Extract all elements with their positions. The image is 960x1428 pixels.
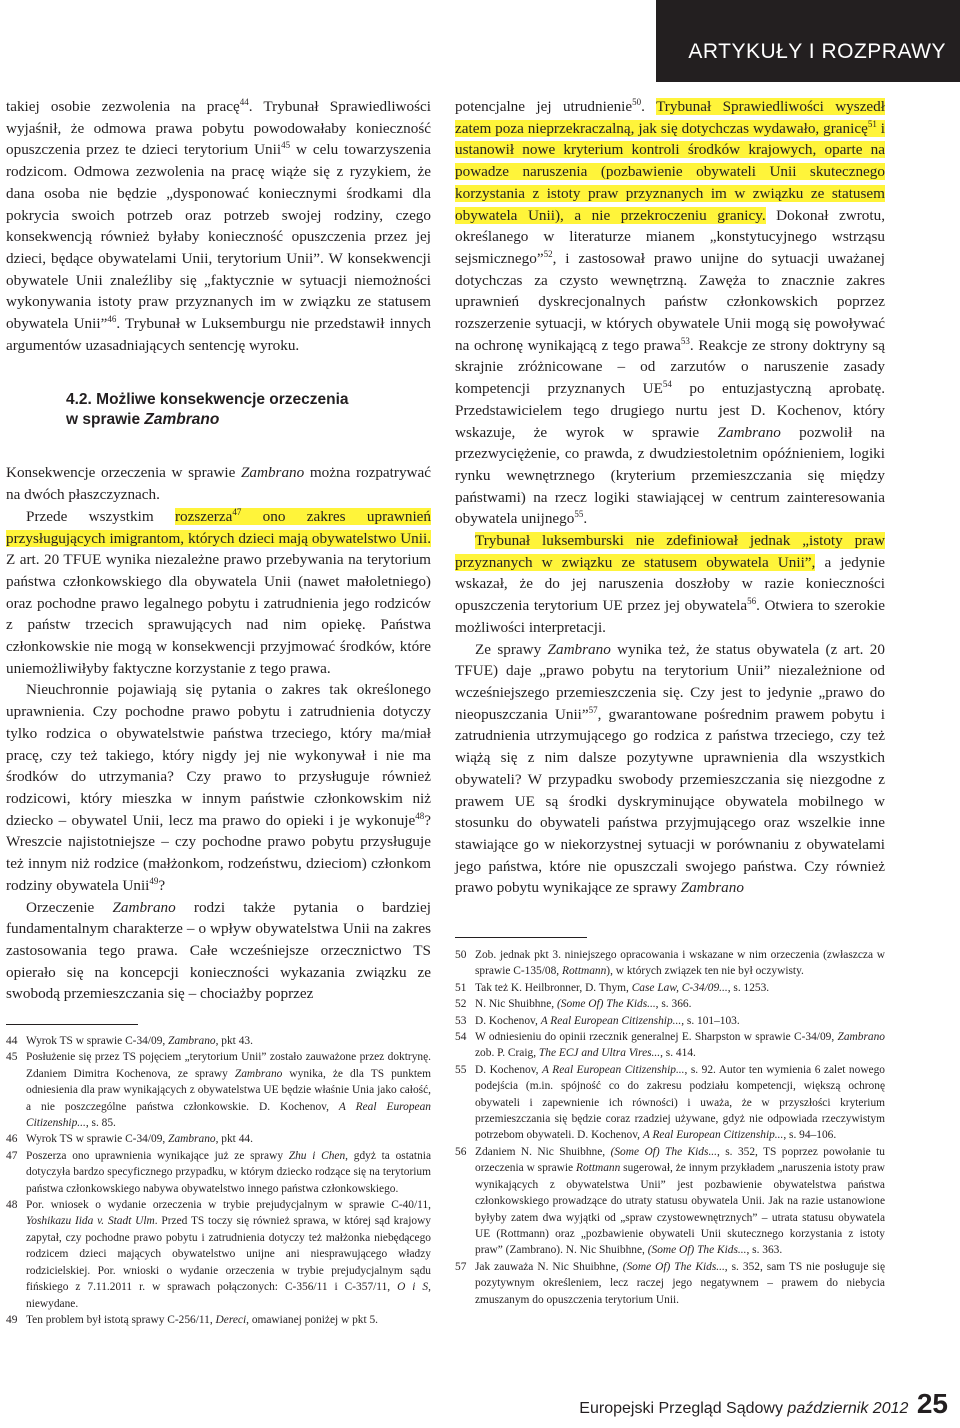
footnote: 56 Zdaniem N. Nic Shuibhne, (Some Of) The Kids..., s. 352, TS poprzez powołanie tu orzeczenia w sprawie Rottmann sugerował, że innym przykładem „naruszenia istoty praw wynikających z obywatelstwa Unii” jest pozbawienie obywatelstwa państwa członkowskiego prowadzące do utraty statusu obywatela Unii. Jak na razie ustanowione byłyby zatem dwa wyjątki od „spraw czystowewnętrznych” – utrata statusu obywatela UE (Rottmann) oraz „pozbawienie obywateli Unii skutecznego korzystania z istoty praw” (Zambrano). N. Nic Shuibhne, (Some Of) The Kids..., s. 363. bbox=[455, 1145, 885, 1257]
footnotes-right bbox=[455, 947, 885, 1308]
footnote: 49 Ten problem był istotą sprawy C-256/11, Dereci, omawianej poniżej w pkt 5. bbox=[6, 1313, 379, 1326]
highlight: Trybunał Sprawiedliwości wyszedł zatem poza nieprzekraczalną, jak się dotychczas wydawało, granicę$^{51}$ i ustanowił nowe kryterium kontroli środków krajowych, oparte na powadze naruszenia (pozbawienie obywateli Unii skutecznego korzystania z istoty praw przyznanych im w związku ze statusem obywatela Unii), a nie przekroczeniu granicy. bbox=[455, 98, 885, 224]
page-number: 25 bbox=[916, 1388, 948, 1419]
footnote: 50 Zob. jednak pkt 3. niniejszego opracowania i wskazane w nim orzeczenia (zwłaszcza w sprawie C-135/08, Rottmann), w których związek ten nie był oczywisty. bbox=[455, 949, 885, 978]
footnotes-left bbox=[6, 1033, 431, 1328]
page-footer bbox=[579, 1388, 948, 1420]
footnote-divider bbox=[455, 937, 587, 938]
right-column bbox=[455, 96, 885, 899]
highlight: rozszerza$^{47}$ ono zakres uprawnień przysługujących imigrantom, których dzieci mają obywatelstwo Unii. bbox=[6, 506, 432, 547]
footnote: 44 Wyrok TS w sprawie C-34/09, Zambrano, pkt 43. bbox=[6, 1035, 253, 1047]
paragraph: Konsekwencje orzeczenia w sprawie Zambrano można rozpatrywać na dwóch płaszczyznach. bbox=[6, 464, 431, 504]
issue-date: październik 2012 bbox=[787, 1400, 909, 1417]
paragraph: potencjalne jej utrudnienie$^{50}$. Trybunał Sprawiedliwości wyszedł zatem poza nieprzekraczalną, jak się dotychczas wydawało, granicę$^{51}$ i ustanowił nowe kryterium kontroli środków krajowych, oparte na powadze naruszenia (pozbawienie obywateli Unii skutecznego korzystania z istoty praw przyznanych im w związku ze statusem obywatela Unii), a nie przekroczeniu granicy. Dokonał zwrotu, określanego w literaturze mianem „konstytucyjnego wstrząsu sejsmicznego”$^{52}$, i zastosował prawo unijne do sytuacji uważanej dotychczas za czysto wewnętrzną. Zawęża to znacznie zakres uprawnień dyskrecjonalnych państw członkowskich poprzez rozszerzenie sytuacji, w których obywatele Unii mogą się powoływać na ochronę wynikającą z tego prawa$^{53}$. Reakcje ze strony doktryny są skrajnie zróżnicowane – od zarzutów o naruszenie zasady kompetencji przyznanych UE$^{54}$ po entuzjastyczną aprobatę. Przedstawicielem tego drugiego nurtu jest D. Kochenov, który wskazuje, że wyrok w sprawie Zambrano pozwolił na przezwyciężenie, co prawda, z dwudziestoletnim opóźnieniem, logiki rynku wewnętrznego (kryterium przemieszczania się między państwami) na rzecz logiki stawiającej w centrum zainteresowania obywatela unijnego$^{55}$. bbox=[455, 96, 886, 528]
section-header-band bbox=[656, 0, 960, 82]
paragraph: Orzeczenie Zambrano rodzi także pytania o bardziej fundamentalnym charakterze – o wpływ obywatelstwa Unii na zakres zastosowania tego prawa. Całe wcześniejsze orzecznictwo TS opierało się na koncepcji konieczności wykazania związku ze swobodą przemieszczania się – chociażby poprzez bbox=[6, 898, 431, 1003]
footnote: 57 Jak zauważa N. Nic Shuibhne, (Some Of) The Kids..., s. 352, sam TS nie posługuje się pozytywnym określeniem, lecz raczej jego negatywnem – prawem do niebycia zmuszanym do opuszczenia terytorium Unii. bbox=[455, 1260, 886, 1306]
footnote: 46 Wyrok TS w sprawie C-34/09, Zambrano, pkt 44. bbox=[6, 1133, 253, 1146]
highlight: Trybunał luksemburski nie zdefiniował jednak „istoty praw przyznanych w związku ze statusem obywatela Unii”, bbox=[455, 532, 885, 571]
footnote: 53 D. Kochenov, A Real European Citizenship..., s. 101–103. bbox=[455, 1014, 740, 1027]
paragraph: Trybunał luksemburski nie zdefiniował jednak „istoty praw przyznanych w związku ze statusem obywatela Unii”, a jedynie wskazał, że do jej naruszenia doszłoby w razie konieczności opuszczenia terytorium UE przez jej obywatela$^{56}$. Otwiera to szerokie możliwości interpretacji. bbox=[455, 532, 886, 636]
paragraph: Przede wszystkim rozszerza$^{47}$ ono zakres uprawnień przysługujących imigrantom, których dzieci mają obywatelstwo Unii. Z art. 20 TFUE wynika niezależne prawo przebywania na terytorium państwa członkowskiego dla obywatela Unii (nawet małoletniego) oraz pochodne prawo legalnego pobytu i zatrudnienia jego rodziców z państw trzecich sprawujących nad nim opiekę. Państwa członkowskie nie mogą w konsekwencji przyjmować środków, które uniemożliwiłyby faktyczne korzystanie z tego prawa. bbox=[6, 506, 432, 677]
footnote: 54 W odniesieniu do opinii rzecznik generalnej E. Sharpston w sprawie C-34/09, Zambrano zob. P. Craig, The ECJ and Ultra Vires..., s. 414. bbox=[455, 1031, 885, 1060]
left-column bbox=[6, 96, 431, 1005]
footnote: 45 Posłużenie się przez TS pojęciem „terytorium Unii” zostało zauważone przez doktrynę. Zdaniem Dimitra Kochenova, ze sprawy Zambrano wynika, że dla TS punktem odniesienia dla praw wynikających z obywatelstwa UE będzie właśnie Unia jako całość, a nie poszczególne państwa członkowskie. D. Kochenov, A Real European Citizenship..., s. 85. bbox=[6, 1051, 431, 1130]
footnote: 48 Por. wniosek o wydanie orzeczenia w trybie prejudycjalnym w sprawie C-40/11, Yoshikazu Iida v. Stadt Ulm. Przed TS toczy się również sprawa, w której sąd krajowy zapytał, czy pochodne prawo pobytu i zatrudnienia dotyczy też małżonka niebędącego rodzicem dzieci mających obywatelstwo unijne ani niesprawującego władzy rodzicielskiej. Por. wnioski o wydanie orzeczenia w trybie prejudycjalnym sądu fińskiego z 7.11.2011 r. w sprawach połączonych: C-356/11 i C-357/11, O i S, niewydane. bbox=[6, 1199, 432, 1310]
paragraph: takiej osobie zezwolenia na pracę$^{44}$. Trybunał Sprawiedliwości wyjaśnił, że odmowa prawa pobytu powodowałaby konieczność opuszczenia przez te dzieci terytorium Unii$^{45}$ w celu towarzyszenia rodzicom. Odmowa zezwolenia na pracę wiąże się z ryzykiem, że dana osoba nie będzie „dysponować koniecznymi środkami dla pokrycia swoich potrzeb oraz potrzeb swojej rodziny, czego konsekwencją również byłaby konieczność opuszczenia przez jej dzieci, będące obywatelami Unii, terytorium Unii”. W konsekwencji obywatele Unii znaleźliby się „faktycznie w sytuacji niemożności wykonywania istoty praw przyznanych im w związku ze statusem obywatela Unii”$^{46}$. Trybunał w Luksemburgu nie przedstawił innych argumentów uzasadniających sentencję wyroku. bbox=[6, 96, 432, 354]
section-heading: 4.2. Możliwe konsekwencje orzeczenia w sprawie Zambrano bbox=[66, 391, 349, 429]
footnote: 47 Poszerza ono uprawnienia wynikające już ze sprawy Zhu i Chen, gdyż ta ostatnia dotyczyła bardzo specyficznego przypadku, w którym dziecko rodzące się na terytorium państwa członkowskiego nabywa obywatelstwo innego państwa członkowskiego. bbox=[6, 1149, 431, 1195]
journal-name: Europejski Przegląd Sądowy bbox=[579, 1400, 783, 1417]
footnote-divider bbox=[6, 1024, 138, 1025]
footnote: 55 D. Kochenov, A Real European Citizenship..., s. 92. Autor ten wymienia 6 zalet nowego podejścia (m.in. spójność co do zakresu podziału kompetencji, większą ochronę obywateli i zapewnienie ich równości) i uważa, że w przyszłości kryterium przemieszczania się będzie coraz rzadziej używane, gdyż nie odpowiada rzeczywistym potrzebom obywateli. D. Kochenov, A Real European Citizenship..., s. 94–106. bbox=[455, 1063, 885, 1142]
footnote: 52 N. Nic Shuibhne, (Some Of) The Kids..., s. 366. bbox=[455, 998, 692, 1011]
footnote: 51 Tak też K. Heilbronner, D. Thym, Case Law, C-34/09..., s. 1253. bbox=[455, 981, 770, 994]
paragraph: Ze sprawy Zambrano wynika też, że status obywatela (z art. 20 TFUE) daje „prawo pobytu na terytorium Unii” niezależnione od wcześniejszego przemieszczenia się. Czy jest to jedynie „prawo do nieopuszczania Unii”$^{57}$, gwarantowane pośrednim prawem pobytu i zatrudnienia utrzymującego go rodzica z państwa trzeciego, czy też wiążą się z nim dalsze pozytywne uprawnienia dla wszystkich obywateli? W przypadku swobody przemieszczania się niezgodne z prawem UE są środki dyskryminujące obywatela mobilnego w stosunku do obywateli państwa przyjmującego oraz wszelkie inne stawiające go w niekorzystnej sytuacji w porównaniu z obywatelami jego państwa, które nie opuszczali swojego państwa. Czy również prawo pobytu wynikające ze sprawy Zambrano bbox=[455, 640, 885, 897]
section-title: ARTYKUŁY I ROZPRAWY bbox=[688, 40, 946, 63]
paragraph: Nieuchronnie pojawiają się pytania o zakres tak określonego uprawnienia. Czy pochodne prawo pobytu i zatrudnienia dotyczy tylko rodzica o obywatelstwie państwa trzeciego, który ma/miał pracę, czy też takiego, który nigdy jej nie wykonywał i nie ma środków do utrzymania? Czy prawo to przysługuje również rodzicowi, który mieszka w innym państwie członkowskim niż dziecko – obywatel Unii, lecz ma prawo do opieki i je wykonuje$^{48}$? Wreszcie najistotniejsze – czy pochodne prawo pobytu przysługuje też innym niż rodzice (małżonkom, rodzeństwu, dzieciom) członkom rodziny obywatela Unii$^{49}$? bbox=[6, 681, 431, 894]
